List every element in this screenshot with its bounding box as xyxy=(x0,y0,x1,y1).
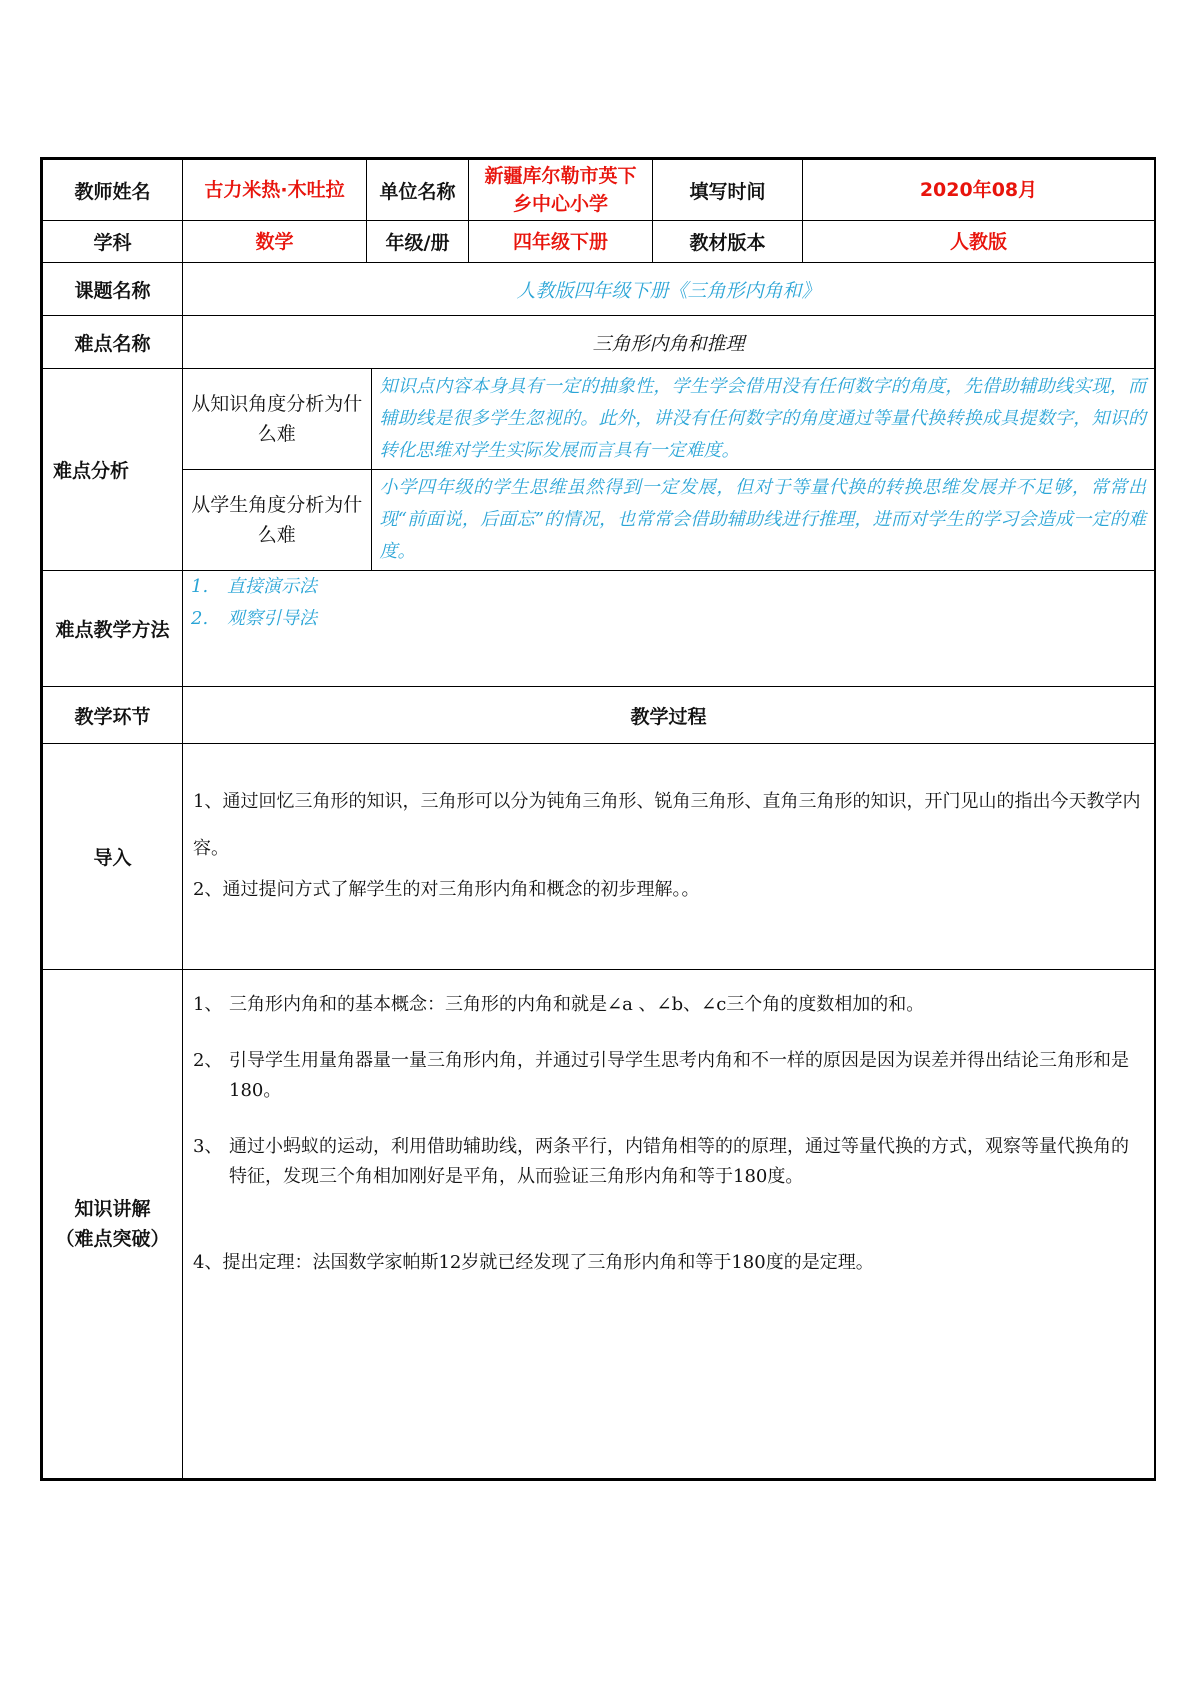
knowledge-analysis-text: 知识点内容本身具有一定的抽象性，学生学会借用没有任何数字的角度，先借助辅助线实现，而辅助线是很多学生忽视的。此外，讲没有任何数字的角度通过等量代换转换成具提数字，知识的转化思维对学生实际发展而言具有一定难度。 xyxy=(371,369,1154,470)
methods-row xyxy=(43,571,1155,687)
methods-cell xyxy=(183,571,1155,687)
difficulty-value: 三角形内角和推理 xyxy=(183,316,1155,369)
list-item: 2、 引导学生用量角器量一量三角形内角，并通过引导学生思考内角和不一样的原因是因为误差并得出结论三角形和是180。 xyxy=(193,1050,1129,1101)
intro-paragraph-1: 1、通过回忆三角形的知识，三角形可以分为钝角三角形、锐角三角形、直角三角形的知识，开门见山的指出今天教学内容。 xyxy=(193,791,1141,859)
topic-label: 课题名称 xyxy=(43,263,183,316)
lesson-plan-sheet xyxy=(40,157,1156,1481)
knowledge-label: 知识讲解 xyxy=(74,1198,151,1220)
header-row-2 xyxy=(43,221,1155,263)
knowledge-cell xyxy=(183,970,1155,1479)
difficulty-label: 难点名称 xyxy=(43,316,183,369)
teacher-value: 古力米热·木吐拉 xyxy=(183,160,367,221)
knowledge-row xyxy=(43,970,1155,1479)
time-label: 填写时间 xyxy=(653,160,803,221)
knowledge-sublabel: （难点突破） xyxy=(55,1228,170,1250)
edition-label: 教材版本 xyxy=(653,221,803,263)
unit-value: 新疆库尔勒市英下乡中心小学 xyxy=(469,160,653,221)
list-item: 3、 通过小蚂蚁的运动，利用借助辅助线，两条平行，内错角相等的的原理，通过等量代换的方式，观察等量代换角的特征，发现三个角相加刚好是平角，从而验证三角形内角和等于180度。 xyxy=(193,1136,1129,1187)
analysis-inner-table xyxy=(183,369,1154,570)
grade-value: 四年级下册 xyxy=(469,221,653,263)
intro-label: 导入 xyxy=(43,744,183,970)
analysis-label: 难点分析 xyxy=(43,369,183,571)
intro-paragraph-2: 2、通过提问方式了解学生的对三角形内角和概念的初步理解。。 xyxy=(193,879,700,900)
knowledge-analysis-label: 从知识角度分析为什么难 xyxy=(183,369,371,470)
subject-value: 数学 xyxy=(183,221,367,263)
process-label: 教学过程 xyxy=(183,687,1155,744)
header-row-1 xyxy=(43,160,1155,221)
analysis-cell xyxy=(183,369,1155,571)
knowledge-label-cell xyxy=(43,970,183,1479)
student-analysis-label: 从学生角度分析为什么难 xyxy=(183,470,371,571)
teacher-label: 教师姓名 xyxy=(43,160,183,221)
topic-value: 人教版四年级下册《三角形内角和》 xyxy=(183,263,1155,316)
intro-cell xyxy=(183,744,1155,970)
lesson-plan-table xyxy=(42,159,1155,1479)
student-analysis-text: 小学四年级的学生思维虽然得到一定发展，但对于等量代换的转换思维发展并不足够，常常出现“前面说，后面忘”的情况，也常常会借助辅助线进行推理，进而对学生的学习会造成一定的难度。 xyxy=(371,470,1154,571)
theorem-paragraph: 4、提出定理：法国数学家帕斯12岁就已经发现了三角形内角和等于180度的是定理。 xyxy=(193,1252,874,1273)
stage-label: 教学环节 xyxy=(43,687,183,744)
methods-list xyxy=(191,571,1146,635)
knowledge-analysis-row xyxy=(183,369,1154,470)
list-item: 2. 观察引导法 xyxy=(191,608,317,629)
student-analysis-row xyxy=(183,470,1154,571)
time-value: 2020年08月 xyxy=(803,160,1155,221)
process-header-row xyxy=(43,687,1155,744)
edition-value: 人教版 xyxy=(803,221,1155,263)
methods-label: 难点教学方法 xyxy=(43,571,183,687)
analysis-row xyxy=(43,369,1155,571)
grade-label: 年级/册 xyxy=(367,221,469,263)
subject-label: 学科 xyxy=(43,221,183,263)
list-item: 1. 直接演示法 xyxy=(191,576,317,597)
list-item: 1、 三角形内角和的基本概念：三角形的内角和就是∠a 、∠b、∠c三个角的度数相加的和。 xyxy=(193,994,925,1015)
unit-label: 单位名称 xyxy=(367,160,469,221)
intro-row xyxy=(43,744,1155,970)
difficulty-row xyxy=(43,316,1155,369)
topic-row xyxy=(43,263,1155,316)
